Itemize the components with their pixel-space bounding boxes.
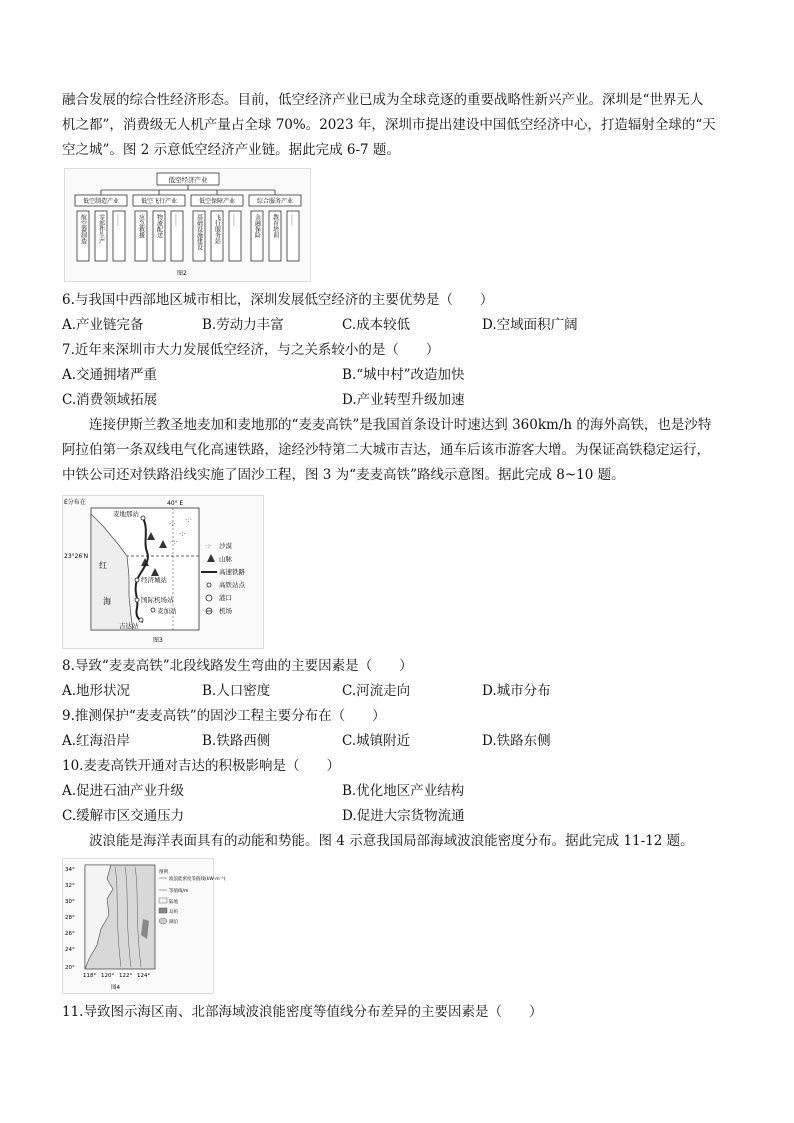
fig3-legend-item: 沙漠 <box>219 542 232 550</box>
fig4-lat: 24° <box>65 947 75 953</box>
fig2-leaf: …… <box>173 214 181 226</box>
fig4-lat: 26° <box>65 931 75 937</box>
fig3-legend-item: 机场 <box>219 607 232 615</box>
q8-option-a[interactable]: A.地形状况 <box>62 683 131 699</box>
q10-option-d[interactable]: D.促进大宗货物流通 <box>342 808 465 824</box>
fig2-branch: 低空制造产业 <box>82 198 120 205</box>
q6-option-a[interactable]: A.产业链完备 <box>62 317 144 333</box>
fig3-sea-label: 红 <box>99 561 107 570</box>
question-9-stem: 9.推测保护“麦麦高铁”的固沙工程主要分布在（ ） <box>62 708 386 724</box>
q10-option-b[interactable]: B.优化地区产业结构 <box>342 783 465 799</box>
fig4-legend-item: 湖泊 <box>169 920 178 925</box>
q8-option-c[interactable]: C.河流走向 <box>342 683 411 699</box>
fig3-station: 经济城站 <box>141 576 167 584</box>
figure-4-wave-energy-map <box>62 858 226 994</box>
fig4-legend-title: 图例 <box>159 870 168 875</box>
fig4-legend-item: 等值线/m <box>169 889 189 894</box>
fig4-lat: 32° <box>65 883 75 889</box>
fig3-latitude: 23°26′N <box>64 553 89 560</box>
fig2-top-label: 低空经济产业 <box>168 176 208 184</box>
text-line: 融合发展的综合性经济形态。目前，低空经济产业已成为全球竞逐的重要战略性新兴产业。深圳是“世界无人 <box>62 92 704 108</box>
fig3-legend-item: 高铁站点 <box>219 581 245 589</box>
text-line: 机之都”，消费级无人机产量占全球 70%。2023 年，深圳市提出建设中国低空经济中心，打造辐射全球的“天 <box>62 117 716 133</box>
fig2-leaf: …… <box>289 214 297 226</box>
fig2-leaf: …… <box>115 214 123 226</box>
intro-paragraph-3: 波浪能是海洋表面具有的动能和势能。图 4 示意我国局部海域波浪能密度分布。据此完成 11-12 题。 <box>62 833 694 849</box>
fig2-branch: 低空飞行产业 <box>140 198 178 205</box>
fig2-leaf: 基础设施建设 <box>195 214 203 250</box>
fig2-leaf: …… <box>231 214 239 226</box>
fig3-longitude: 40° E <box>167 500 184 507</box>
fig4-lat: 20° <box>65 965 75 971</box>
fig2-leaf: 金融保险 <box>253 214 261 238</box>
fig3-station: 国际机场站 <box>141 596 174 604</box>
fig4-lat: 34° <box>65 867 75 873</box>
svg-text:·:·: ·:· <box>185 516 192 524</box>
fig3-caption: 图3 <box>153 637 163 644</box>
q7-option-b[interactable]: B.“城中村”改造加快 <box>342 367 465 383</box>
fig4-legend-item: 陆地 <box>169 900 178 905</box>
fig3-station: 麦加站 <box>157 607 177 615</box>
intro-paragraph-1 <box>62 88 737 163</box>
text-line: 连接伊斯兰教圣地麦加和麦地那的“麦麦高铁”是我国首条设计时速达到 360km/h 的海外高铁，也是沙特 <box>62 417 712 433</box>
figure-2-industry-chain <box>64 168 311 282</box>
fig3-sea-label: 海 <box>103 597 111 606</box>
fig2-branch: 低空保障产业 <box>198 198 236 205</box>
question-6-stem: 6.与我国中西部地区城市相比，深圳发展低空经济的主要优势是（ ） <box>62 292 494 308</box>
svg-text:·:·: ·:· <box>171 538 178 546</box>
fig4-caption: 图4 <box>111 985 120 991</box>
q10-option-a[interactable]: A.促进石油产业升级 <box>62 783 185 799</box>
q6-option-d[interactable]: D.空域面积广阔 <box>482 317 578 333</box>
fig3-legend-item: 高速铁路 <box>219 568 245 576</box>
fig4-lon: 124° <box>137 973 151 979</box>
q7-option-d[interactable]: D.产业转型升级加速 <box>342 392 465 408</box>
q8-option-d[interactable]: D.城市分布 <box>482 683 551 699</box>
fig4-lat: 30° <box>65 899 75 905</box>
text-line: 中铁公司还对铁路沿线实施了固沙工程，图 3 为“麦麦高铁”路线示意图。据此完成 8~10 题。 <box>62 467 625 483</box>
text-line: 空之城”。图 2 示意低空经济产业链。据此完成 6-7 题。 <box>62 142 400 158</box>
fig3-legend-item: 港口 <box>219 594 232 602</box>
fig3-station: 麦地那站 <box>113 510 139 518</box>
fig4-legend-item: 岛屿 <box>169 910 178 915</box>
fig2-leaf: 零部件生产 <box>97 214 105 244</box>
q6-option-b[interactable]: B.劳动力丰富 <box>202 317 284 333</box>
fig2-leaf: 航空器制造 <box>79 214 87 244</box>
question-7-stem: 7.近年来深圳市大力发展低空经济，与之关系较小的是（ ） <box>62 342 440 358</box>
fig4-lat: 28° <box>65 915 75 921</box>
fig4-lon: 118° <box>83 973 97 979</box>
svg-text:·:·: ·:· <box>169 520 176 528</box>
fig4-lon: 122° <box>119 973 133 979</box>
q9-option-a[interactable]: A.红海沿岸 <box>62 733 131 749</box>
fig3-corner-label: E分布在 <box>64 499 86 506</box>
text-line: 阿拉伯第一条双线电气化高速铁路，途经沙特第二大城市吉达，通车后该市游客大增。为保证高铁稳定运行， <box>62 442 710 458</box>
svg-text:·:·: ·:· <box>179 530 186 538</box>
svg-text:·:·: ·:· <box>205 542 212 550</box>
q6-option-c[interactable]: C.成本较低 <box>342 317 411 333</box>
fig2-leaf: 教育培训 <box>271 214 279 238</box>
q9-option-c[interactable]: C.城镇附近 <box>342 733 411 749</box>
q7-option-c[interactable]: C.消费领域拓展 <box>62 392 158 408</box>
figure-3-railway-map <box>62 495 264 649</box>
fig2-leaf: 物流配送 <box>155 214 163 238</box>
q9-option-d[interactable]: D.铁路东侧 <box>482 733 551 749</box>
q9-option-b[interactable]: B.铁路西侧 <box>202 733 271 749</box>
q10-option-c[interactable]: C.缓解市区交通压力 <box>62 808 185 824</box>
fig2-caption: 图2 <box>177 270 187 277</box>
fig2-leaf: 飞行服务站 <box>213 214 221 244</box>
question-11-stem: 11.导致图示海区南、北部海域波浪能密度等值线分布差异的主要因素是（ ） <box>62 1004 543 1020</box>
intro-paragraph-2 <box>62 413 737 488</box>
q7-option-a[interactable]: A.交通拥堵严重 <box>62 367 158 383</box>
fig3-station: 吉达站 <box>119 622 139 630</box>
fig2-leaf: 应急救援 <box>137 214 145 238</box>
fig4-legend-item: 波浪能密度等值线(kW·m⁻¹) <box>169 877 226 882</box>
question-8-stem: 8.导致“麦麦高铁”北段线路发生弯曲的主要因素是（ ） <box>62 658 413 674</box>
fig4-lon: 120° <box>101 973 115 979</box>
q8-option-b[interactable]: B.人口密度 <box>202 683 271 699</box>
fig2-branch: 综合服务产业 <box>256 198 294 205</box>
question-10-stem: 10.麦麦高铁开通对吉达的积极影响是（ ） <box>62 758 340 774</box>
fig3-legend-item: 山脉 <box>219 555 232 563</box>
